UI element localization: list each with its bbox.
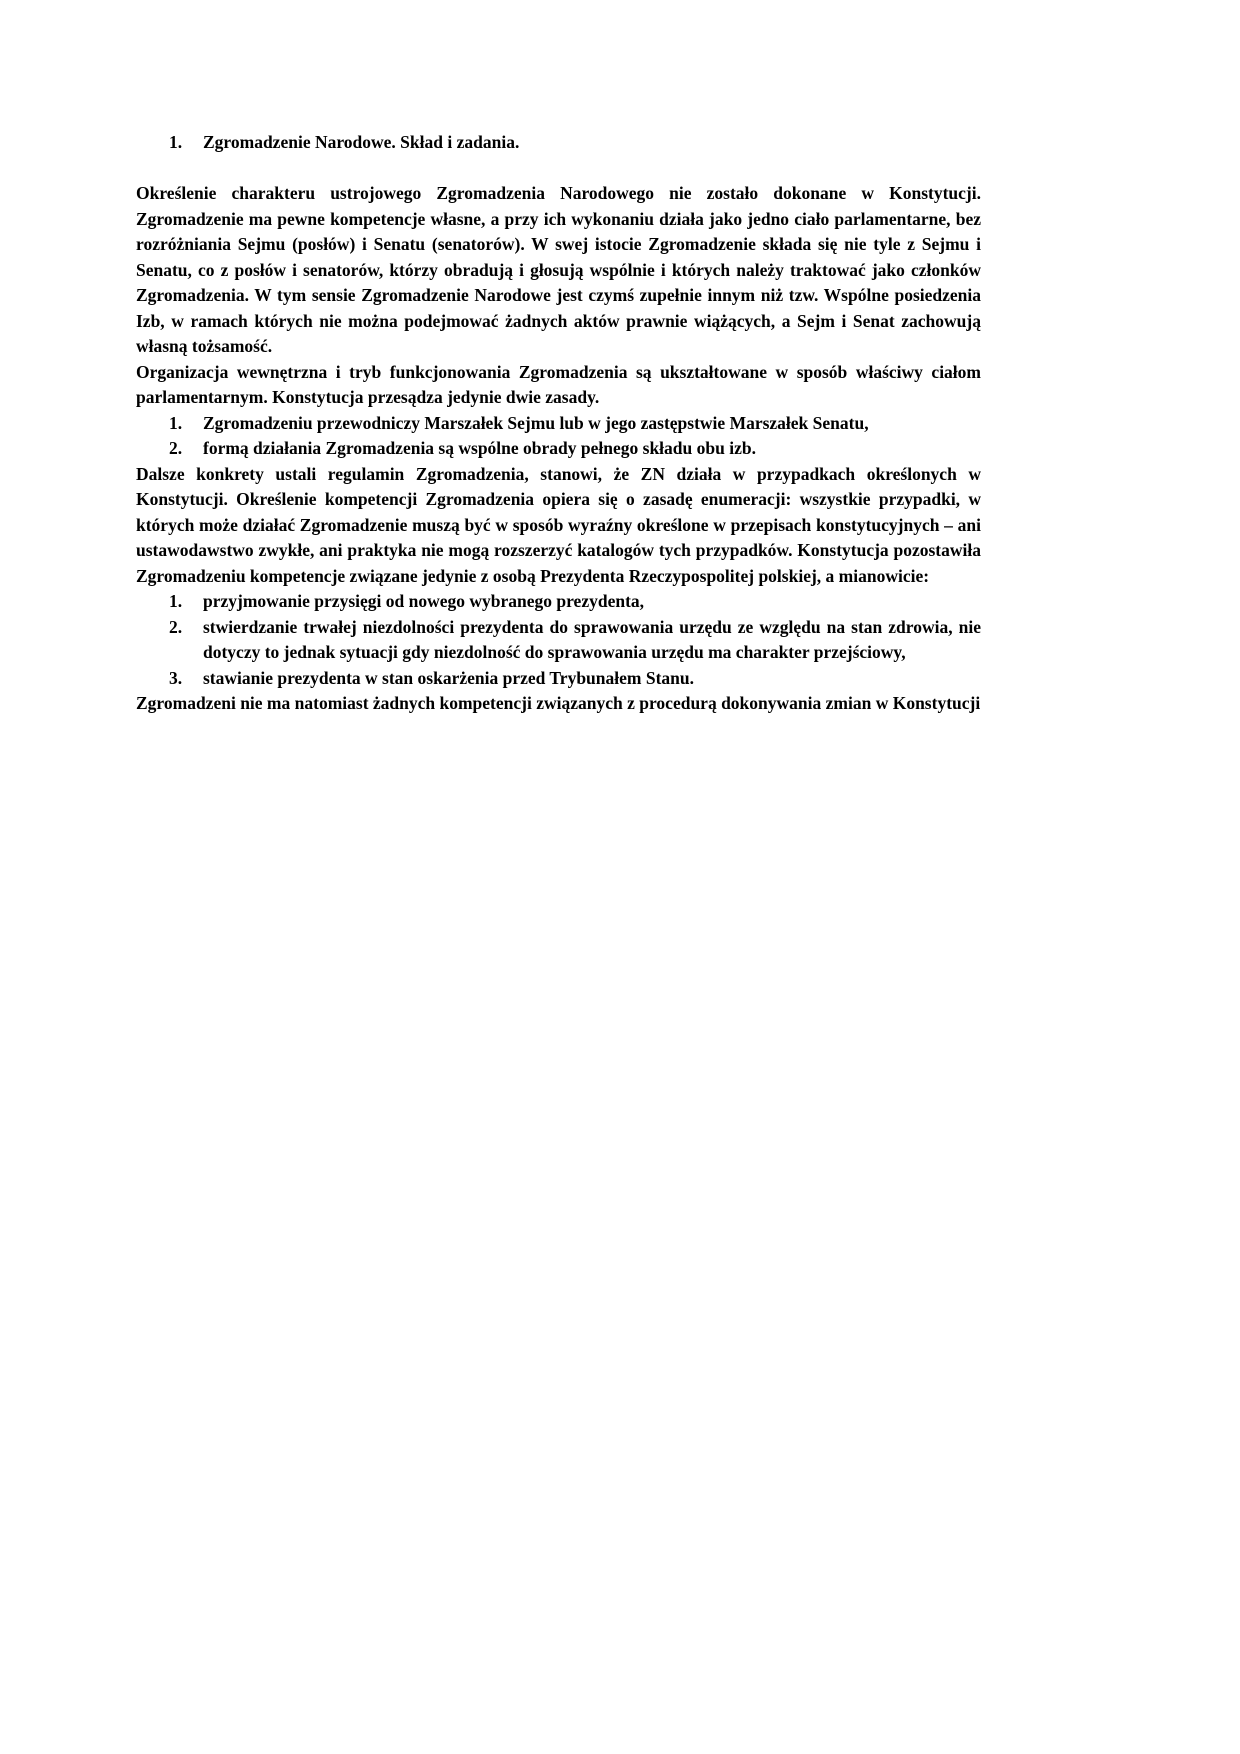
heading-title: Zgromadzenie Narodowe. Skład i zadania. — [203, 132, 520, 152]
list-item-text: Zgromadzeniu przewodniczy Marszałek Sejmu lub w jego zastępstwie Marszałek Senatu, — [203, 412, 869, 433]
list-item — [136, 666, 981, 692]
list-item — [136, 589, 981, 615]
list-item-number: 1. — [169, 412, 183, 433]
heading-number: 1. — [169, 132, 183, 152]
list-item — [136, 411, 981, 437]
paragraph-2: Organizacja wewnętrzna i tryb funkcjonowania Zgromadzenia są ukształtowane w sposób właściwy ciałom parlamentarnym. Konstytucja przesądza jedynie dwie zasady. — [136, 361, 981, 407]
list-item-number: 1. — [169, 591, 183, 611]
document-heading — [136, 130, 981, 156]
paragraph-1: Określenie charakteru ustrojowego Zgromadzenia Narodowego nie zostało dokonane w Konstytucji. Zgromadzenie ma pewne kompetencje własne, a przy ich wykonaniu działa jako jedno ciało parlamentarne, bez rozróżniania Sejmu (posłów) i Senatu (senatorów). W swej istocie Zgromadzenie składa się nie tyle z Sejmu i Senatu, co z posłów i senatorów, którzy obradują i głosują wspólnie i których należy traktować jako członków Zgromadzenia. W tym sensie Zgromadzenie Narodowe jest czymś zupełnie innym niż tzw. Wspólne posiedzenia Izb, w ramach których nie można podejmować żadnych aktów prawnie wiążących, a Sejm i Senat zachowują własną tożsamość. — [136, 183, 981, 356]
list-item-text: przyjmowanie przysięgi od nowego wybranego prezydenta, — [203, 591, 645, 611]
numbered-list-1 — [136, 411, 981, 462]
list-item-number: 2. — [169, 438, 183, 458]
list-item — [136, 615, 981, 666]
list-item-number: 2. — [169, 616, 183, 637]
list-item-text: stwierdzanie trwałej niezdolności prezydenta do sprawowania urzędu ze względu na stan zdrowia, nie dotyczy to jednak sytuacji gdy niezdolność do sprawowania urzędu ma charakter przejściowy, — [203, 616, 981, 662]
list-item-text: formą działania Zgromadzenia są wspólne obrady pełnego składu obu izb. — [203, 438, 756, 458]
list-item-text: stawianie prezydenta w stan oskarżenia przed Trybunałem Stanu. — [203, 667, 694, 688]
paragraph-3: Dalsze konkrety ustali regulamin Zgromadzenia, stanowi, że ZN działa w przypadkach określonych w Konstytucji. Określenie kompetencji Zgromadzenia opiera się o zasadę enumeracji: wszystkie przypadki, w których może działać Zgromadzenie muszą być w sposób wyraźny określone w przepisach konstytucyjnych – ani ustawodawstwo zwykłe, ani praktyka nie mogą rozszerzyć katalogów tych przypadków. Konstytucja pozostawiła Zgromadzeniu kompetencje związane jedynie z osobą Prezydenta Rzeczypospolitej polskiej, a mianowicie: — [136, 463, 981, 586]
numbered-list-2 — [136, 589, 981, 691]
list-item-number: 3. — [169, 667, 183, 688]
paragraph-4: Zgromadzeni nie ma natomiast żadnych kompetencji związanych z procedurą dokonywania zmian w Konstytucji — [136, 693, 981, 713]
list-item — [136, 436, 981, 462]
